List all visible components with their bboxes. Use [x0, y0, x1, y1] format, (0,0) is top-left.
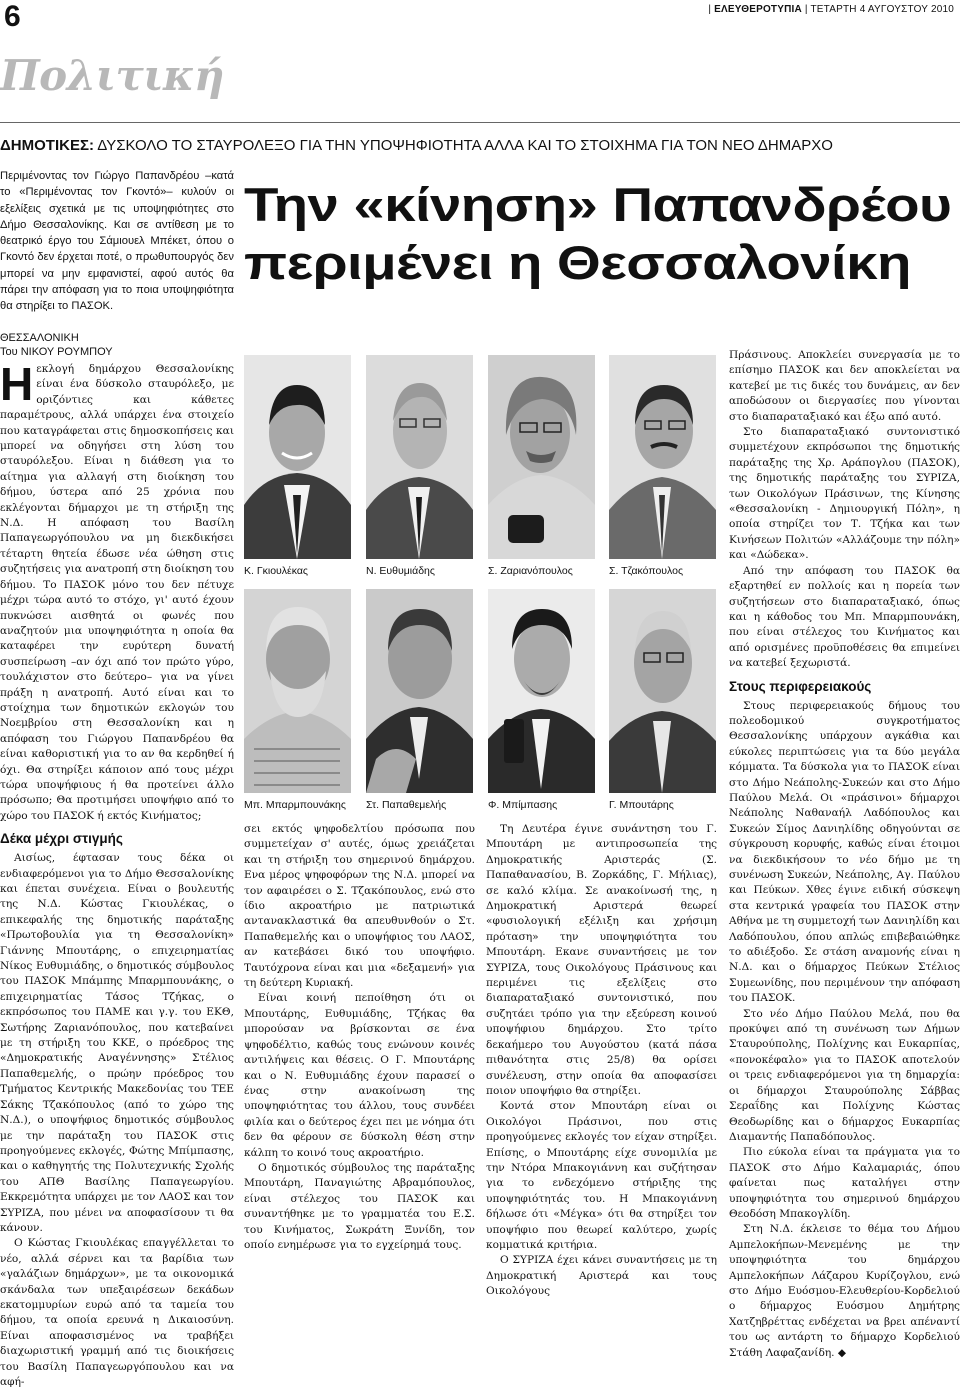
- photo-efthymiadis: [366, 355, 473, 559]
- paragraph: Κοντά στον Μπουτάρη είναι οι Οικολόγοι Πράσινοι, που στις προηγούμενες εκλογές τον είχαν στηρίξει. Επίσης, ο Μπουτάρης είχε συνομιλία με την Ντόρα Μπακογιάννη και συζήτησαν για το ενδεχόμενο στήριξης της υποψηφιότητάς του. Η Μπακογιάννη δήλωσε ότι «Μέγκα» ότι θα στηρίξει τον υποψήφιο που θεωρεί καλύτερο, χωρίς κομματικά κριτήρια.: [486, 1100, 717, 1251]
- paragraph: Είναι κοινή πεποίθηση ότι οι Μπουτάρης, Ευθυμιάδης, Τζήκας θα μπορούσαν να βρίσκονται σε ένα ψηφοδέλτιο, καθώς τους ενώνουν κοινές αντιλήψεις και θέσεις. Ο Γ. Μπουτάρης και ο Ν. Ευθυμιάδης έχουν παρασεί ο ένας στην ανακοίνωση της υποψηφιότητας του άλλου, τους συνδέει φιλία και ο δεύτερος έχει πει με νόημα ότι δεν θα φέρουν σε δύσκολη θέση στην κάλπη το κοινό τους ακροατήριο.: [244, 992, 475, 1159]
- headline-line-1: Την «κίνηση» Παπανδρέου: [244, 178, 952, 231]
- article-column-2: [244, 822, 475, 1253]
- paragraph: Ο δημοτικός σύμβουλος της παράταξης Μπουτάρη, Παναγιώτης Αβραμόπουλος, είναι στέλεχος του ΠΑΣΟΚ και συναντήθηκε με το γραμματέα του Ε.Σ. του Κινήματος, Σωκράτη Ξυνίδη, τον οποίο ενημέρωσε για το εγχείρημά τους.: [244, 1161, 475, 1251]
- photo-gkioulekas: [244, 355, 351, 559]
- paragraph: Στη Ν.Δ. έκλεισε το θέμα του Δήμου Αμπελοκήπων-Μενεμένης με την υποψηφιότητα του δημάρχου Αμπελοκήπων Λάζαρου Κυρίζογλου, ενώ στο Δήμο Ευόσμου-Ελευθερίου-Κορδελιού ο δήμαρχος Ευόσμου Δημήτρης Χατζηβρέττας ενδέχεται να βρει απέναντί του ως αντάρτη το δήμαρχο Κορδελιού Στάθη Λαφαζανίδη. ◆: [729, 1223, 960, 1359]
- photo-bimpasis: [488, 589, 595, 793]
- paragraph: Ο ΣΥΡΙΖΑ έχει κάνει συναντήσεις με τη Δημοκρατική Αριστερά και τους Οικολόγους: [486, 1254, 717, 1298]
- article-column-4: [729, 348, 960, 1361]
- headline-line-2: περιμένει η Θεσσαλονίκη: [244, 236, 911, 289]
- paragraph: Ο Κώστας Γκιουλέκας επαγγέλλεται το νέο, αλλά σέρνει και τα βαρίδια των «γαλάζιων δημάρχων», με τα οικονομικά σκάνδαλα των υπεξαιρέσεων δεκάδων εκατομμυρίων ευρώ από τα ταμεία του δήμου, τα οποία ερευνά η Δικαιοσύνη. Είναι αποφασισμένος να τραβήξει διαχωριστική γραμμή από τις διοικήσεις του Βασίλη Παπαγεωργόπουλου και να αφή-: [0, 1237, 234, 1388]
- paragraph: Στους περιφερειακούς δήμους του πολεοδομικού συγκροτήματος Θεσσαλονίκης υπάρχουν αγκάθια και εύκολες περιπτώσεις για τα δύο μεγάλα κόμματα. Τα δύσκολα για το ΠΑΣΟΚ είναι στο Δήμο Νεάπολης-Συκεών και στο Δήμο Παύλου Μελά. Οι «πράσινοι» δήμαρχοι Νεάπολης Ναθαναήλ Λαδόπουλος και Συκεών Σίμος Δανιηλίδης οδηγούνται σε σύγκρουση κορυφής, καθώς είναι έτοιμοι να διεκδικήσουν το νέο δήμο με τη συνένωση Συκεών, Νεάπολης, Αγ. Παύλου και Πεύκων. Χθες έγινε ειδική σύσκεψη στα κεντρικά γραφεία του ΠΑΣΟΚ στην Αθήνα με τη συμμετοχή των Δανιηλίδη και Λαδόπουλου, όπου απλώς επιβεβαιώθηκε το αδιέξοδο. Σε στάση αναμονής είναι η Ν.Δ. και ο δήμαρχος Πεύκων Στέλιος Συμεωνίδης, που περιμένουν την απόφαση του ΠΑΣΟΚ.: [729, 699, 960, 1005]
- paragraph: Από την απόφαση του ΠΑΣΟΚ θα εξαρτηθεί εν πολλοίς και η πορεία των συζητήσεων στο διαπαραταξιακό, όπως και η κάθοδος του Μπ. Μπαρμπουνάκη, που είναι στέλεχος του Κινήματος και από ορισμένες προϋποθέσεις θα επιμείνει να κατεβεί ξεχωριστά.: [729, 564, 960, 670]
- paragraph: Τη Δευτέρα έγινε συνάντηση του Γ. Μπουτάρη με αντιπροσωπεία της Δημοκρατικής Αριστεράς (Σ. Παπαθανασίου, Β. Ζορκάδης, Γ. Μήλιας), σε καλό κλίμα. Σε ανακοίνωσή της, η Δημοκρατική Αριστερά θεωρεί «φυσιολογική εξέλιξη και χρήσιμη πρόταση» την υποψηφιότητα του Μπουτάρη. Εκανε συναντήσεις με τον ΣΥΡΙΖΑ, τους Οικολόγους Πράσινους και περιμένει τις εξελίξεις στο διαπαραταξιακό συντονιστικό, που συζητάει τρόπο για την εξεύρεση κοινού υποψήφιου δημάρχου. Στο τρίτο δεκαήμερο του Αυγούστου (κατά πάσα πιθανότητα στις 25/8) θα ορίσει συνέλευση, στην οποία θα αποφασίσει ποιον υποψήφιο θα στηρίξει.: [486, 823, 717, 1097]
- photo-caption: Κ. Γκιουλέκας: [244, 565, 308, 577]
- article-headline: [244, 176, 960, 292]
- photo-caption: Μπ. Μπαρμπουνάκης: [244, 799, 346, 811]
- masthead: | ΕΛΕΥΘΕΡΟΤΥΠΙΑ | ΤΕΤΑΡΤΗ 4 ΑΥΓΟΥΣΤΟΥ 2010: [708, 4, 954, 15]
- portrait-zarianopoulos-icon: [488, 355, 595, 559]
- paragraph: Στο νέο Δήμο Παύλου Μελά, που θα προκύψει από τη συνένωση των Δήμων Σταυρούπολης, Πολίχνης και Ευκαρπίας, «πονοκέφαλο» για το ΠΑΣΟΚ αποτελούν οι τρεις ενδιαφερόμενοι για τη δημαρχία: οι δήμαρχοι Σταυρούπολης Σάββας Σεραΐδης και Πολίχνης Κώστας Θεοδωρίδης και ο δήμαρχος Ευκαρπίας Διαμαντής Παπαδόπουλος.: [729, 1007, 960, 1143]
- portrait-barmpounakis-icon: [244, 589, 351, 793]
- kicker-text: ΔΥΣΚΟΛΟ ΤΟ ΣΤΑΥΡΟΛΕΞΟ ΓΙΑ ΤΗΝ ΥΠΟΨΗΦΙΟΤΗΤΑ ΑΛΛΑ ΚΑΙ ΤΟ ΣΤΟΙΧΗΜΑ ΓΙΑ ΤΟΝ ΝΕΟ ΔΗΜΑΡΧΟ: [93, 137, 833, 154]
- page-number: 6: [4, 0, 21, 33]
- byline: Του ΝΙΚΟΥ ΡΟΥΜΠΟΥ: [0, 346, 113, 358]
- portrait-efthymiadis-icon: [366, 355, 473, 559]
- portrait-papathemelis-icon: [366, 589, 473, 793]
- photo-caption: Σ. Τζακόπουλος: [609, 565, 684, 577]
- paragraph: Πιο εύκολα είναι τα πράγματα για το ΠΑΣΟΚ στο Δήμο Καλαμαριάς, όπου φαίνεται πως καταλήγει στην υποψηφιότητα του σημερινού δημάρχου Θεοδόση Μπακογλίδη.: [729, 1146, 960, 1220]
- newspaper-name: ΕΛΕΥΘΕΡΟΤΥΠΙΑ: [714, 4, 802, 15]
- drop-cap: Η: [0, 358, 34, 410]
- photo-caption: Γ. Μπουτάρης: [609, 799, 674, 811]
- photo-caption: Ν. Ευθυμιάδης: [366, 565, 435, 577]
- paragraph: Στο διαπαραταξιακό συντονιστικό συμμετέχουν εκπρόσωποι της δημοτικής παράταξης της Χρ. Αράπογλου (ΠΑΣΟΚ), της δημοτικής παράταξης του ΣΥΡΙΖΑ, των Οικολόγων Πράσινων, της Κίνησης «Θεσσαλονίκη - Δημιουργική Πόλη», η οποία στηρίζει τον Τ. Τζήκα και των Κινήσεων Πολιτών «Αλλάζουμε την πόλη» και «Δώδεκα».: [729, 426, 960, 562]
- subheading: Στους περιφερειακούς: [729, 678, 872, 694]
- photo-caption: Φ. Μπίμπασης: [488, 799, 558, 811]
- photo-papathemelis: [366, 589, 473, 793]
- photo-caption: Στ. Παπαθεμελής: [366, 799, 447, 811]
- photo-caption: Σ. Ζαριανόπουλος: [488, 565, 573, 577]
- paragraph: Αισίως, έφτασαν τους δέκα οι ενδιαφερόμενοι για το Δήμο Θεσσαλονίκης και έπεται συνέχεια. Είναι ο βουλευτής της Ν.Δ. Κώστας Γκιουλέκας, ο επικεφαλής της δημοτικής παράταξης «Πρωτοβουλία για τη Θεσσαλονίκη» Γιάννης Μπουτάρης, ο επιχειρηματίας Νίκος Ευθυμιάδης, ο δημοτικός σύμβουλος του ΠΑΣΟΚ Μπάμπης Μπαρμπουνάκης, ο επιχειρηματίας Τάσος Τζήκας, ο εκπρόσωπος του ΠΑΜΕ και γ.γ. του ΕΚΘ, Σωτήρης Ζαριανόπουλος, που κατεβαίνει με τη στήριξη του ΚΚΕ, ο πρόεδρος της «Δημοκρατικής Αναγέννησης» Στέλιος Παπαθεμελής, ο πρώην πρόεδρος του Τμήματος Κεντρικής Μακεδονίας του ΤΕΕ Σάκης Τζακόπουλος (από το χώρο της Ν.Δ.), ο υποψήφιος δημοτικός σύμβουλος με την παράταξη του ΠΑΣΟΚ στις προηγούμενες εκλογές, Φώτης Μπίμπασης, και ο καθηγητής της Πολυτεχνικής Σχολής του ΑΠΘ Βασίλης Παπαγεωργίου. Εκκρεμότητα υπάρχει με τον ΛΑΟΣ και τον ΣΥΡΙΖΑ, που μένει να αποφασίσουν τι θα κάνουν.: [0, 852, 234, 1234]
- paragraph: [0, 358, 234, 824]
- kicker-label: ΔΗΜΟΤΙΚΕΣ:: [0, 137, 94, 154]
- article-kicker: [0, 136, 833, 156]
- photo-barmpounakis: [244, 589, 351, 793]
- issue-date: ΤΕΤΑΡΤΗ 4 ΑΥΓΟΥΣΤΟΥ 2010: [810, 4, 954, 15]
- photo-boutaris: [609, 589, 716, 793]
- portrait-gkioulekas-icon: [244, 355, 351, 559]
- photo-tzakopoulos: [609, 355, 716, 559]
- dateline: ΘΕΣΣΑΛΟΝΙΚΗ: [0, 332, 79, 344]
- paragraph: σει εκτός ψηφοδελτίου πρόσωπα που συμμετείχαν σ' αυτές, όμως χρειάζεται και τη στήριξη του σημερινού δημάρχου. Ενα μέρος ψηφοφόρων της Ν.Δ. μπορεί να τον αφαιρέσει ο Σ. Τζακόπουλος, ενώ στο ίδιο ακροατήριο με πατριωτικά αντανακλαστικά θα απευθυνθούν ο Στ. Παπαθεμελής και ο υποψήφιος του ΛΑΟΣ, αν κατεβάσει δικό του υποψήφιο. Ταυτόχρονα είναι και μια «δεξαμενή» για τη δεύτερη Κυριακή.: [244, 823, 475, 990]
- article-lead: Περιμένοντας τον Γιώργο Παπανδρέου –κατά το «Περιμένοντας τον Γκοντό»– κυλούν οι εξελίξεις σχετικά με τις υποψηφιότητες στο Δήμο Θεσσαλονίκης. Και σε αντίθεση με το θεατρικό έργο του Σάμιουελ Μπέκετ, όπου ο Γκοντό δεν έρχεται ποτέ, ο πρωθυπουργός δεν μπορεί να μην εμφανιστεί, αφού αυτός θα πάρει την απόφαση για το ποια υποψηφιότητα θα στηρίξει το ΠΑΣΟΚ.: [0, 170, 234, 313]
- photo-zarianopoulos: [488, 355, 595, 559]
- portrait-bimpasis-icon: [488, 589, 595, 793]
- paragraph-text: εκλογή δημάρχου Θεσσαλονίκης είναι ένα δύσκολο σταυρόλεξο, με οριζόντιες και κάθετες παραμέτρους, αλλά υπάρχει ένα στοιχείο που καταγράφεται στις δημοσκοπήσεις και μπορεί να οδηγήσει στη λύση του σταυρόλεξου. Είναι η διάθεση για το αίτημα για αλλαγή στη διοίκηση του δήμου, ύστερα από 25 χρόνια που εκλέγονται δήμαρχοι με τη στήριξη της Ν.Δ. Η απόφαση του Βασίλη Παπαγεωργόπουλου να μη διεκδικήσει τέταρτη θητεία έδωσε νέα ώθηση στις συζητήσεις για ανατροπή στη διοίκηση του δήμου. Το ΠΑΣΟΚ μόνο του δεν πέτυχε μέχρι τώρα αυτό το στόχο, γι' αυτό έχουν πυκνώσει αισθητά οι φωνές που αναζητούν μια υποψηφιότητα η οποία θα καταφέρει την ευρύτερη δυνατή συσπείρωση –αν όχι από τον πρώτο γύρο, τουλάχιστον στο δεύτερο– για να γίνει πράξη η ανατροπή. Αυτό είναι και το στοίχημα των δημοτικών εκλογών του Νοεμβρίου στη Θεσσαλονίκη και η απόφαση του Γιώργου Παπανδρέου θα είναι καθοριστική για το αν θα κερδηθεί ή όχι. Θα στηρίξει κάποιον από τους μέχρι τώρα υποψήφιους ή θα προτείνει άλλο πρόσωπο; Θα προτιμήσει υποψήφιο από το χώρο του ΠΑΣΟΚ ή εκτός Κινήματος;: [0, 363, 234, 822]
- subheading: Δέκα μέχρι στιγμής: [0, 831, 123, 847]
- portrait-tzakopoulos-icon: [609, 355, 716, 559]
- paragraph: Πράσινους. Αποκλείει συνεργασία με το επίσημο ΠΑΣΟΚ και δεν αποκλείεται να κατεβεί με τις δικές του δυνάμεις, αν δεν αποδώσουν οι διεργασίες που γίνονται στο διαπαραταξιακό και έξω από αυτό.: [729, 349, 960, 423]
- header-divider: [0, 122, 960, 123]
- article-column-3: [486, 822, 717, 1300]
- article-column-1: [0, 358, 234, 1390]
- section-title: Πολιτική: [0, 51, 225, 100]
- portrait-boutaris-icon: [609, 589, 716, 793]
